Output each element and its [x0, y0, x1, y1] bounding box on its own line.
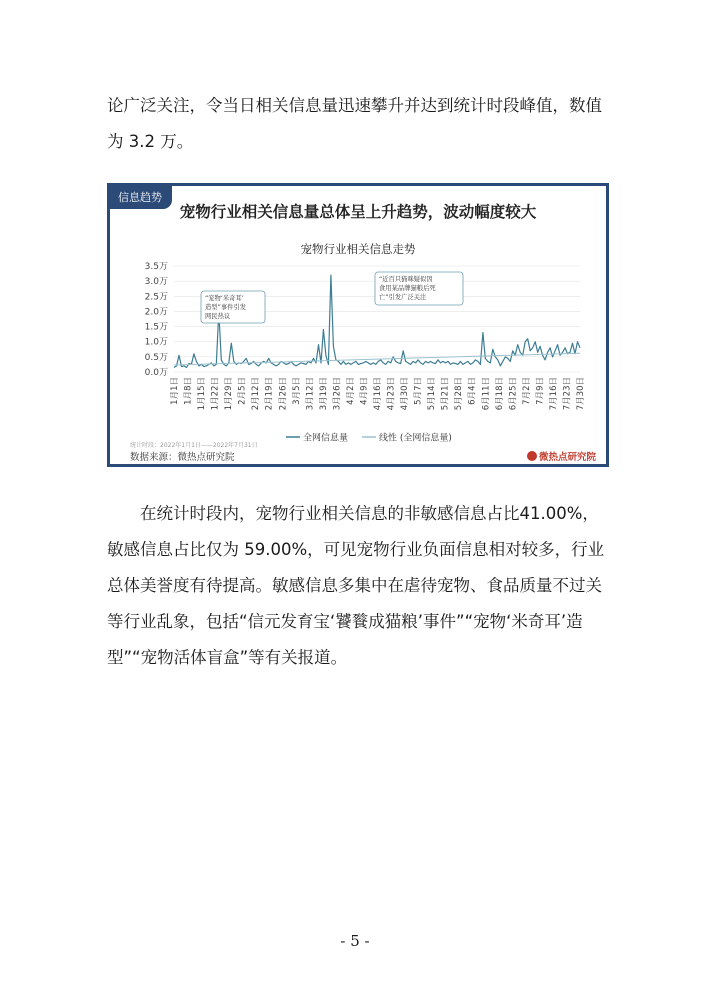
legend-label: 线性 (全网信息量)	[379, 433, 452, 444]
annotation-text: 亡”引发广泛关注	[379, 294, 427, 301]
legend-label: 全网信息量	[303, 433, 349, 444]
x-tick-label: 5月21日	[440, 377, 451, 411]
y-tick-label: 0.5万	[144, 352, 168, 363]
x-tick-label: 4月30日	[400, 377, 411, 411]
x-tick-label: 2月5日	[237, 377, 248, 405]
y-tick-label: 1.5万	[144, 322, 168, 333]
trend-chart	[110, 186, 606, 464]
annotation-text: 网民热议	[205, 313, 231, 320]
x-tick-label: 4月16日	[373, 377, 383, 411]
x-tick-label: 4月2日	[345, 377, 356, 405]
statistics-period: 统计时段：2022年1月1日——2022年7月31日	[130, 442, 258, 449]
x-tick-label: 6月25日	[508, 377, 519, 411]
data-source: 数据来源：微热点研究院	[130, 452, 235, 463]
x-tick-label: 4月9日	[359, 377, 370, 405]
x-tick-label: 5月7日	[413, 377, 424, 405]
y-tick-label: 3.0万	[144, 277, 168, 288]
x-tick-label: 1月1日	[170, 377, 180, 405]
x-tick-label: 3月12日	[305, 377, 316, 411]
logo-text: 微热点研究院	[538, 452, 596, 463]
x-tick-label: 2月12日	[251, 377, 262, 411]
chart-title: 宠物行业相关信息走势	[300, 242, 416, 256]
y-tick-label: 0.0万	[144, 368, 168, 378]
x-tick-label: 7月16日	[548, 377, 559, 411]
x-tick-label: 1月29日	[224, 377, 235, 411]
y-tick-label: 2.0万	[144, 307, 168, 318]
x-tick-label: 6月18日	[494, 377, 505, 411]
x-tick-label: 4月23日	[386, 377, 397, 411]
body-paragraph-bottom: 在统计时段内，宠物行业相关信息的非敏感信息占比41.00%，敏感信息占比仅为 59.00%，可见宠物行业负面信息相对较多，行业总体美誉度有待提高。敏感信息多集中在虐待宠物、食品质量不过关等行业乱象，包括“信元发育宝‘饕餮成猫粮’事件”“宠物‘米奇耳’造型”“宠物活体盲盒”等有关报道。	[107, 504, 605, 667]
institute-logo	[527, 449, 596, 463]
x-tick-label: 1月22日	[210, 377, 221, 411]
annotation-text: 造型”事件引发	[205, 304, 247, 311]
x-tick-label: 3月5日	[291, 377, 302, 405]
y-tick-label: 1.0万	[144, 337, 168, 348]
y-tick-label: 2.5万	[144, 292, 168, 303]
figure-badge: 信息趋势	[110, 186, 172, 209]
logo-icon	[527, 451, 537, 461]
y-tick-label: 3.5万	[144, 262, 168, 272]
body-paragraph-top: 论广泛关注，令当日相关信息量迅速攀升并达到统计时段峰值，数值为 3.2 万。	[107, 96, 602, 151]
x-tick-label: 1月8日	[183, 377, 194, 405]
annotation-text: “宠物‘米奇耳’	[205, 295, 244, 302]
x-tick-label: 3月26日	[332, 377, 343, 411]
x-tick-label: 2月26日	[278, 377, 289, 411]
x-tick-label: 5月28日	[454, 377, 465, 411]
x-tick-label: 3月19日	[318, 377, 329, 411]
x-tick-label: 7月9日	[535, 377, 546, 405]
x-tick-label: 1月15日	[197, 377, 208, 411]
x-tick-label: 5月14日	[427, 377, 438, 411]
annotation-text: “近百只猫咪疑似因	[379, 276, 433, 283]
x-tick-label: 7月2日	[521, 377, 532, 405]
annotation-text: 食用某品牌猫粮后死	[379, 285, 436, 292]
x-tick-label: 6月11日	[481, 377, 492, 411]
x-tick-label: 2月19日	[264, 377, 275, 411]
trend-figure	[107, 183, 609, 467]
figure-headline: 宠物行业相关信息量总体呈上升趋势，波动幅度较大	[179, 203, 537, 221]
x-tick-label: 7月30日	[576, 377, 586, 411]
page-number: - 5 -	[340, 932, 370, 950]
x-tick-label: 6月4日	[467, 377, 478, 405]
x-tick-label: 7月23日	[562, 377, 573, 411]
